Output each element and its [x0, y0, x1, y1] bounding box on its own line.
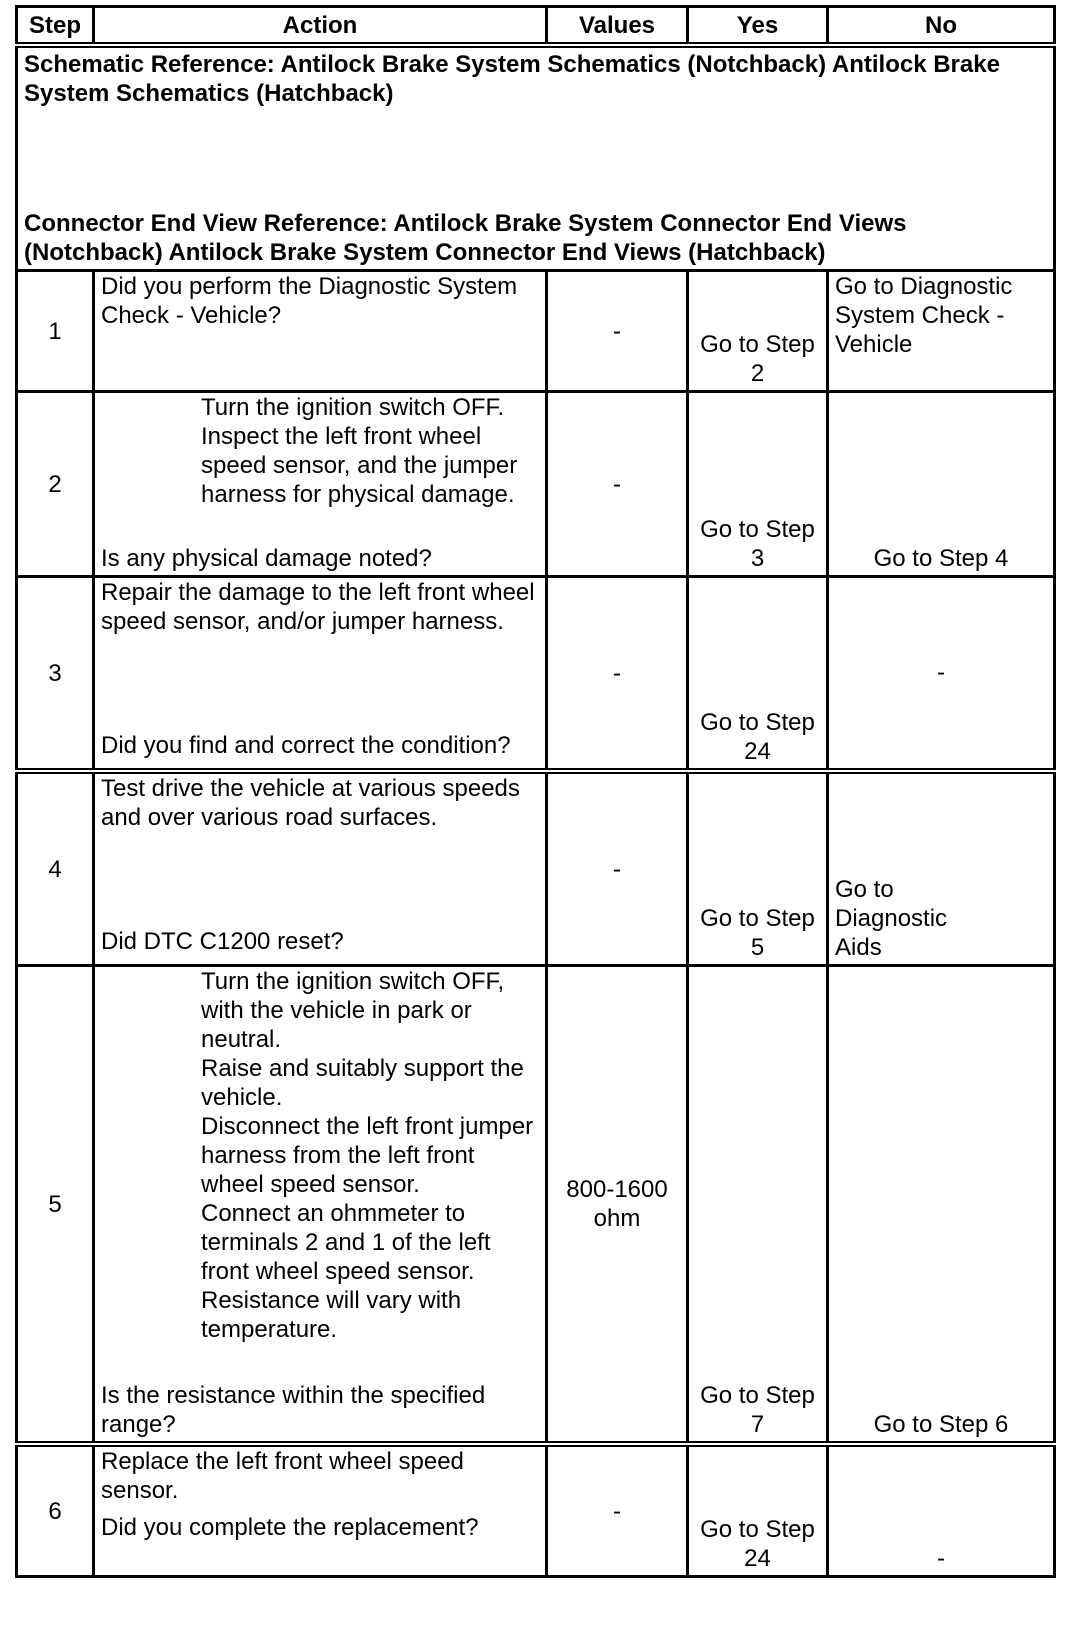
- table-row: [17, 1444, 1055, 1577]
- header-action: Action: [94, 7, 547, 46]
- value-cell: -: [547, 771, 688, 966]
- question-text: Is any physical damage noted?: [101, 545, 432, 572]
- header-no: No: [828, 7, 1055, 46]
- instruction-text: Disconnect the left front jumper harness from the left front wheel speed sensor.: [201, 1113, 534, 1198]
- yes-cell: Go to Step 5: [688, 771, 828, 966]
- action-text: Test drive the vehicle at various speeds and over various road surfaces.: [101, 775, 520, 831]
- no-cell: -: [828, 1444, 1055, 1577]
- question-text: Is the resistance within the specified range?: [101, 1382, 486, 1438]
- value-cell: -: [547, 577, 688, 772]
- action-text: Did you perform the Diagnostic System Check - Vehicle?: [101, 273, 518, 329]
- value-cell: -: [547, 271, 688, 392]
- step-number: 5: [17, 966, 94, 1445]
- action-cell: [94, 577, 547, 772]
- yes-cell: Go to Step 3: [688, 392, 828, 577]
- question-text: Did you find and correct the condition?: [101, 732, 511, 759]
- action-cell: [94, 271, 547, 392]
- no-cell: Go to Diagnostic System Check - Vehicle: [828, 271, 1055, 392]
- header-values: Values: [547, 7, 688, 46]
- header-row: [17, 7, 1055, 46]
- action-spacer: [101, 832, 539, 927]
- instruction-text: Turn the ignition switch OFF.: [201, 394, 505, 421]
- instruction-text: Inspect the left front wheel speed sensor, and the jumper harness for physical damage.: [201, 423, 518, 508]
- reference-row: [17, 45, 1055, 271]
- reference-spacer: [24, 108, 1047, 209]
- step-number: 1: [17, 271, 94, 392]
- action-cell: [94, 771, 547, 966]
- action-spacer: [101, 1505, 539, 1513]
- table-row: [17, 392, 1055, 577]
- instruction-text: Turn the ignition switch OFF, with the vehicle in park or neutral.: [201, 968, 505, 1053]
- action-cell: [94, 1444, 547, 1577]
- question-text: Did DTC C1200 reset?: [101, 928, 344, 955]
- no-cell: -: [828, 577, 1055, 772]
- value-cell: 800-1600 ohm: [547, 966, 688, 1445]
- no-cell: Go to Diagnostic Aids: [828, 771, 1055, 966]
- instruction-text: Raise and suitably support the vehicle.: [201, 1055, 524, 1111]
- action-cell: [94, 392, 547, 577]
- yes-cell: Go to Step 7: [688, 966, 828, 1445]
- schematic-reference: Schematic Reference: Antilock Brake System Schematics (Notchback) Antilock Brake System Schematics (Hatchback): [24, 51, 1000, 107]
- step-number: 2: [17, 392, 94, 577]
- action-cell: [94, 966, 547, 1445]
- table-row: [17, 966, 1055, 1445]
- yes-cell: Go to Step 2: [688, 271, 828, 392]
- step-number: 3: [17, 577, 94, 772]
- step-number: 6: [17, 1444, 94, 1577]
- value-cell: -: [547, 392, 688, 577]
- action-spacer: [101, 1344, 539, 1381]
- action-spacer: [101, 636, 539, 731]
- diagnostic-table-container: [15, 5, 1053, 1578]
- no-cell: Go to Step 6: [828, 966, 1055, 1445]
- no-cell: Go to Step 4: [828, 392, 1055, 577]
- reference-cell: [17, 45, 1055, 271]
- yes-cell: Go to Step 24: [688, 577, 828, 772]
- header-yes: Yes: [688, 7, 828, 46]
- instruction-text: Connect an ohmmeter to terminals 2 and 1 of the left front wheel speed sensor.: [201, 1200, 491, 1285]
- diagnostic-table: [15, 5, 1056, 1578]
- question-text: Did you complete the replacement?: [101, 1514, 479, 1541]
- instruction-text: Resistance will vary with temperature.: [201, 1287, 462, 1343]
- connector-reference: Connector End View Reference: Antilock Brake System Connector End Views (Notchback) Antilock Brake System Connector End Views (Hatchback): [24, 210, 907, 266]
- action-text: Repair the damage to the left front wheel speed sensor, and/or jumper harness.: [101, 579, 535, 635]
- header-step: Step: [17, 7, 94, 46]
- table-row: [17, 577, 1055, 772]
- yes-cell: Go to Step 24: [688, 1444, 828, 1577]
- value-cell: -: [547, 1444, 688, 1577]
- table-row: [17, 271, 1055, 392]
- action-spacer: [101, 509, 539, 544]
- table-row: [17, 771, 1055, 966]
- action-text: Replace the left front wheel speed sensor.: [101, 1448, 464, 1504]
- step-number: 4: [17, 771, 94, 966]
